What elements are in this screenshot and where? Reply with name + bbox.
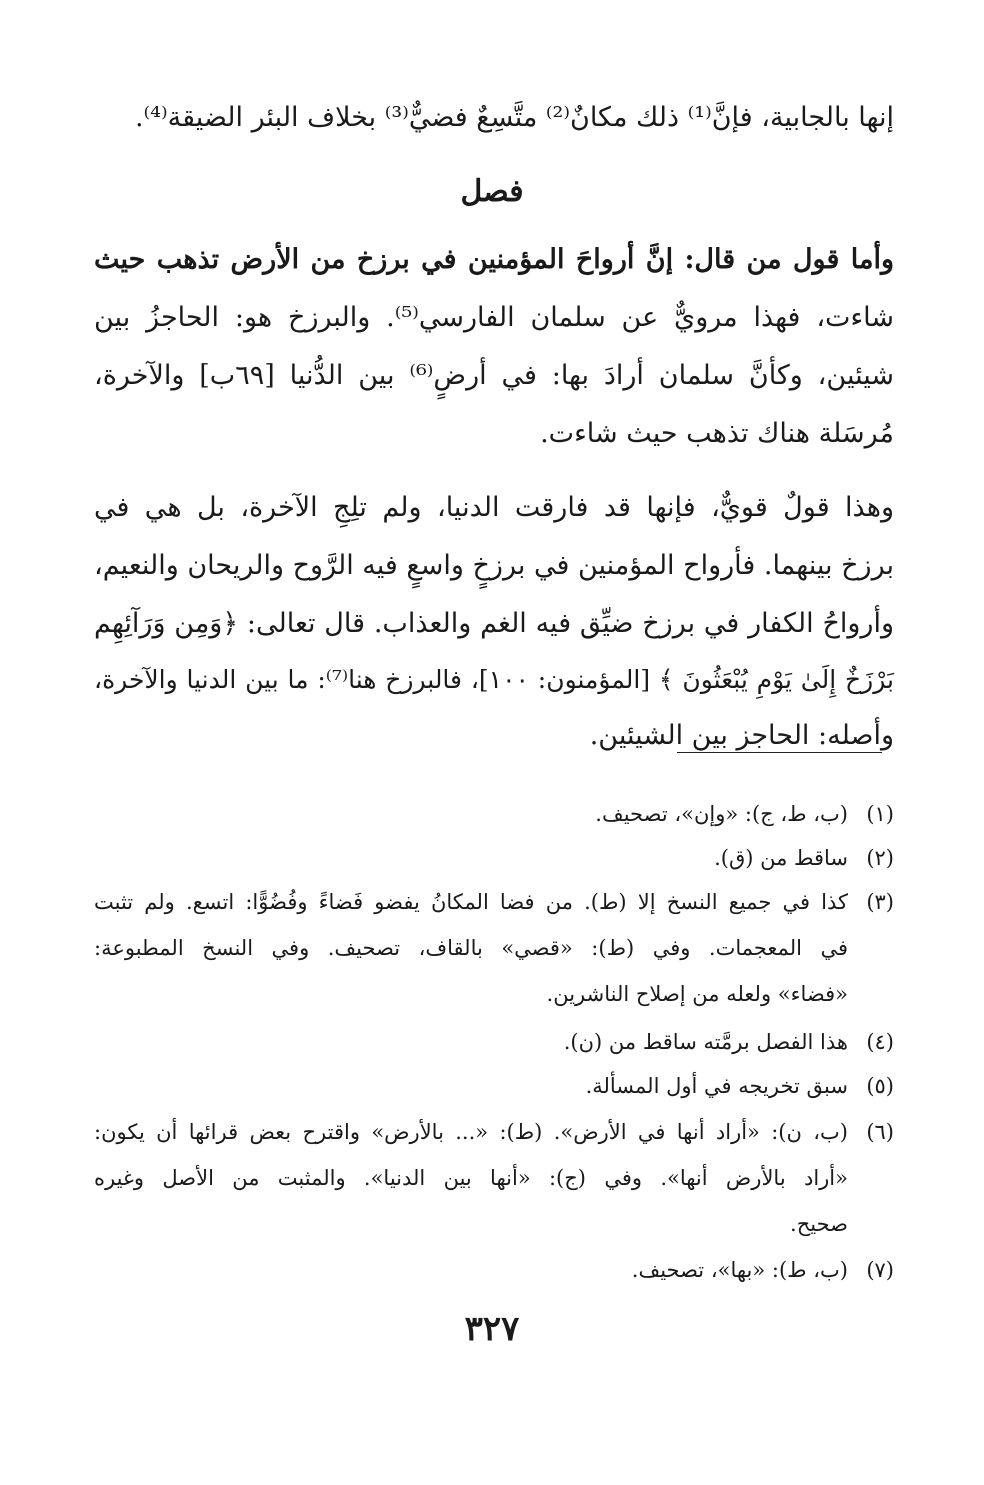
footnote-6-line3: صحيح. bbox=[790, 1212, 848, 1236]
paragraph1-line1: وأما قول من قال: إنَّ أرواحَ المؤمنين في برزخ من الأرض تذهب حيث bbox=[94, 244, 894, 275]
footnote-7 bbox=[94, 1254, 894, 1286]
footnote-4 bbox=[94, 1026, 894, 1058]
footnote-text: (ب، ن): «أراد أنها في الأرض». (ط): «... بالأرض» واقترح بعض قرائها أن يكون: bbox=[94, 1120, 848, 1144]
page-number: ٣٢٧ bbox=[464, 1309, 520, 1349]
footnote-number: (٣) bbox=[866, 890, 894, 914]
paragraph2-line4: بَرْزَخٌ إِلَىٰ يَوْمِ يُبْعَثُونَ ﴾ [المؤمنون: ١٠٠]، فالبرزخ هنا⁽⁷⁾: ما بين الدنيا والآخرة، bbox=[94, 665, 894, 694]
footnote-3-line3: «فضاء» ولعله من إصلاح الناشرين. bbox=[546, 982, 848, 1006]
footnote-text: كذا في جميع النسخ إلا (ط). من فضا المكانُ يفضو فَضاءً وفُضُوًّا: اتسع. ولم تثبت bbox=[94, 890, 848, 914]
footnote-number: (٦) bbox=[866, 1120, 894, 1144]
footnote-number: (١) bbox=[866, 802, 894, 826]
footnote-2 bbox=[94, 842, 894, 874]
footnote-6 bbox=[94, 1116, 894, 1148]
footnote-number: (٤) bbox=[866, 1030, 894, 1054]
footnote-text: سبق تخريجه في أول المسألة. bbox=[585, 1074, 848, 1098]
footnote-text: هذا الفصل برمَّته ساقط من (ن). bbox=[563, 1030, 848, 1054]
paragraph2-line3: وأرواحُ الكفار في برزخ ضيِّق فيه الغم والعذاب. قال تعالى: ﴿وَمِن وَرَآئِهِم bbox=[94, 608, 894, 639]
footnote-3-line2: في المعجمات. وفي (ط): «قصي» بالقاف، تصحيف. وفي النسخ المطبوعة: bbox=[94, 936, 848, 960]
paragraph1-line4: مُرسَلة هناك تذهب حيث شاءت. bbox=[540, 418, 894, 449]
section-heading: فصل bbox=[460, 174, 524, 209]
body-line-continuation: إنها بالجابية، فإنَّ⁽¹⁾ ذلك مكانٌ⁽²⁾ متَّسِعٌ فضيٌّ⁽³⁾ بخلاف البئر الضيقة⁽⁴⁾. bbox=[134, 102, 894, 133]
footnote-3 bbox=[94, 886, 894, 918]
paragraph2-line1: وهذا قولٌ قويٌّ، فإنها قد فارقت الدنيا، ولم تلِجِ الآخرة، بل هي في bbox=[94, 492, 894, 523]
footnote-text: (ب، ط، ج): «وإن»، تصحيف. bbox=[595, 802, 848, 826]
footnote-number: (٢) bbox=[866, 846, 894, 870]
footnote-1 bbox=[94, 798, 894, 830]
footnote-6-line2: «أراد بالأرض أنها». وفي (ج): «أنها بين الدنيا». والمثبت من الأصل وغيره bbox=[94, 1166, 848, 1190]
paragraph2-line2: برزخ بينهما. فأرواح المؤمنين في برزخٍ واسعٍ فيه الرَّوح والريحان والنعيم، bbox=[94, 550, 894, 581]
footnote-number: (٧) bbox=[866, 1258, 894, 1282]
footnote-text: (ب، ط): «بها»، تصحيف. bbox=[631, 1258, 848, 1282]
footnote-5 bbox=[94, 1070, 894, 1102]
footnote-separator bbox=[677, 752, 882, 753]
paragraph1-line2: شاءت، فهذا مرويٌّ عن سلمان الفارسي⁽⁵⁾. والبرزخ هو: الحاجزُ بين bbox=[94, 302, 894, 333]
paragraph2-line5: وأصله: الحاجز بين الشيئين. bbox=[589, 720, 894, 751]
footnote-text: ساقط من (ق). bbox=[714, 846, 848, 870]
footnote-number: (٥) bbox=[866, 1074, 894, 1098]
paragraph1-line3: شيئين، وكأنَّ سلمان أرادَ بها: في أرضٍ⁽⁶⁾ بين الدُّنيا [٦٩ب] والآخرة، bbox=[94, 360, 895, 391]
